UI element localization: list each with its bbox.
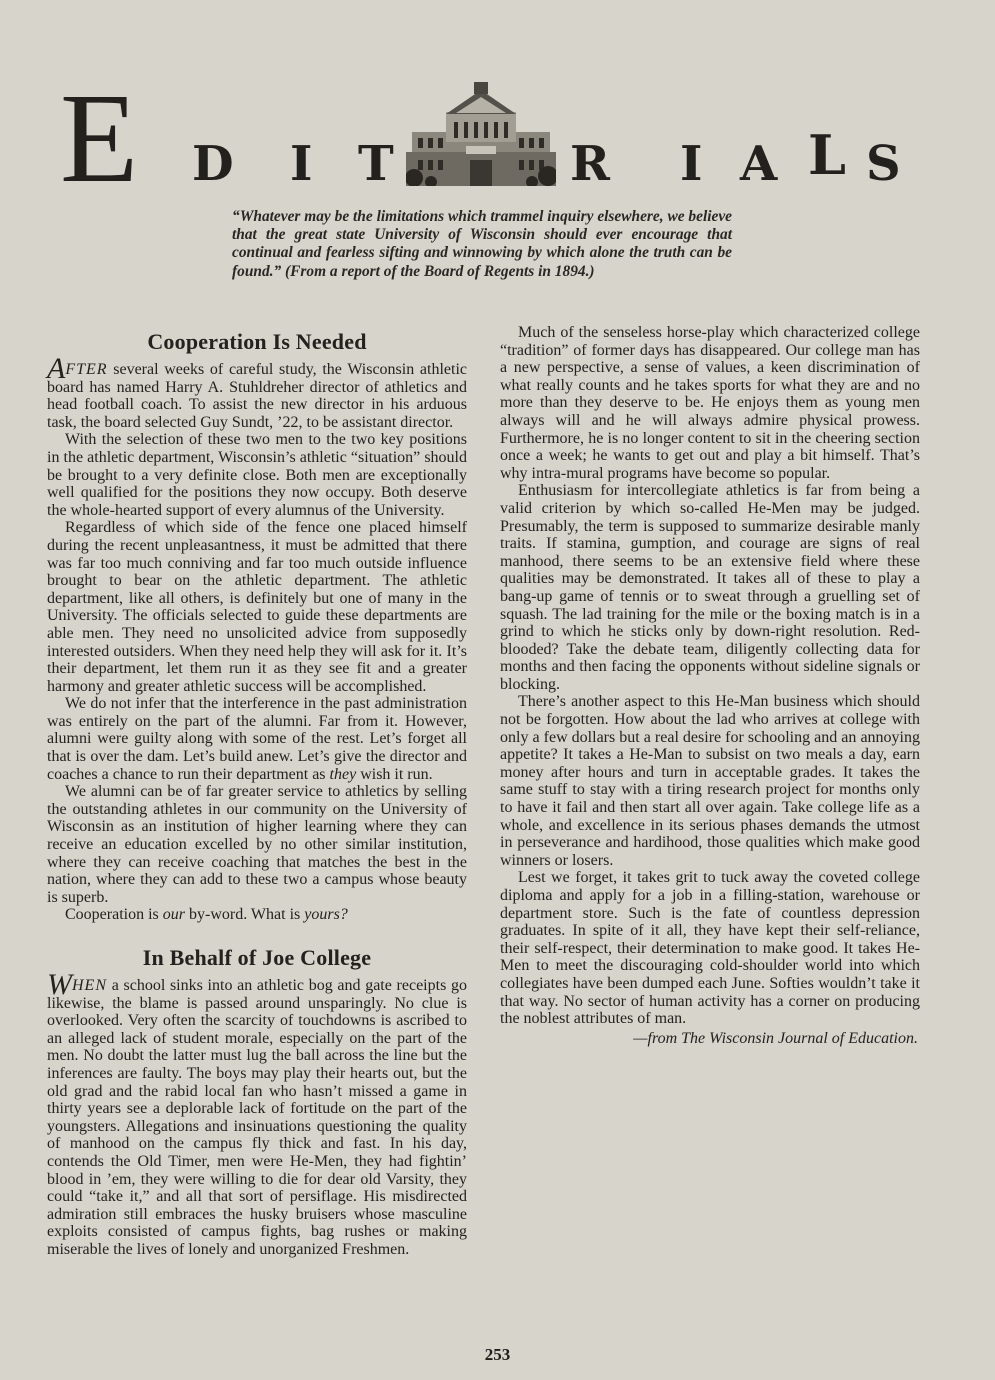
masthead-letter-i-2: I [680,136,703,192]
article2-paragraph-5: Lest we forget, it takes grit to tuck away the coveted college diploma and apply for a job in a filling-station, warehouse or department store. Such is the fate of countless depression graduates. In spite of it all, they have kept their self-reliance, their self-respect, their determination to make good. It takes He-Men to meet the discouraging cold-shoulder world into which collegiates have been dumped each June. Softies wouldn’t take it that way. No sector of human activity has a corner on producing the noblest attributes of man. [500,869,920,1028]
article-title-joe-college: In Behalf of Joe College [142,945,372,970]
source-attribution: —from The Wisconsin Journal of Education. [633,1029,918,1047]
university-hall-engraving [406,82,556,186]
dropcap: W [47,968,72,1001]
dropcap: A [47,352,66,385]
emphasis: our [162,906,185,924]
article1-paragraph-3: Regardless of which side of the fence one placed himself during the recent unpleasantness, it must be admitted that there was far too much conniving and far too much outside influence brought to bear on the athletic department. The athletic department, like all others, is definitely but one of many in the University. The officials selected to guide these departments are able men. They need no unsolicited advice from supposedly interested outsiders. When they need help they will ask for it. It’s their department, let them run it as they see fit and a greater harmony and greater athletic success will be accomplished. [47,519,467,695]
motto-quote: “Whatever may be the limitations which trammel inquiry elsewhere, we believe that the great state University of Wisconsin should ever encourage that continual and fearless sifting and winnowing by which alone the truth can be found.” (From a report of the Board of Regents in 1894.) [232,208,732,280]
article1-paragraph-4 [47,695,467,783]
article2-paragraph-4: There’s another aspect to this He-Man business which should not be forgotten. How about the lad who arrives at college with only a few dollars but a real desire for schooling and an annoying appetite? It takes a He-Man to subsist on two meals a day, earn money after hours and turn in acceptable grades. It takes the same stuff to stay with a tiring research project for months only to have it fail and then start all over again. Take college life as a whole, and excellence in its serious phases demands the utmost in perseverance and hardihood, those qualities which make good winners or losers. [500,693,920,869]
masthead-letter-i: I [290,136,313,192]
article1-paragraph-1 [47,352,467,431]
page-number: 253 [484,1345,511,1364]
paragraph-text: We do not infer that the interference in the past administration was entirely on the part of the alumni. Far from it. However, alumni were guilty along with some of the rest. Let’s forget all that is over the dam. Let’s build anew. Let’s give the director and coaches a chance to run their department as [47,695,467,783]
article2-paragraph-2: Much of the senseless horse-play which characterized college “tradition” of former days has disappeared. Our college man has a new perspective, a sense of values, a keen discrimination of what really counts and he takes sports for what they are and no more than they deserve to be. He enjoys them as young men always will and he will always admire physical prowess. Furthermore, he is no longer content to sit in the cheering section once a week; he wants to get out and play a bit himself. That’s why intra-mural programs have become so popular. [500,324,920,482]
article-title-cooperation: Cooperation Is Needed [147,329,367,354]
paragraph-text: Cooperation is [65,906,163,924]
masthead-letter-e: E [60,67,139,209]
masthead-letter-d: D [192,136,234,192]
emphasis: they [329,765,357,783]
paragraph-text: several weeks of careful study, the Wisconsin athletic board has named Harry A. Stuhldreher director of athletics and head football coach. To assist the new director in his arduous task, the board selected Guy Sundt, ’22, to be assistant director. [47,361,467,431]
masthead-letter-t: T [358,136,394,192]
masthead-letter-s: S [866,136,901,192]
paragraph-text: wish it run. [356,765,433,783]
masthead-letter-l: L [808,123,846,187]
article1-paragraph-5: We alumni can be of far greater service to athletics by selling the outstanding athletes in our community on the University of Wisconsin as an institution of higher learning where they can receive an education excelled by no other similar institution, where they can receive coaching that matches the best in the nation, where they can add to these two a campus whose beauty is superb. [47,783,467,906]
masthead-letter-a: A [740,136,778,192]
article1-paragraph-6 [47,906,467,924]
article2-paragraph-3: Enthusiasm for intercollegiate athletics is far from being a valid criterion by which so-called He-Men may be judged. Presumably, the term is supposed to summarize desirable manly traits. If stamina, gumption, and courage are signs of real manhood, there seems to be an extensive field where these qualities may be demonstrated. It takes all of these to play a bang-up game of tennis or to sweat through a gruelling set of squash. The lad training for the mile or the boxing match is in a grind to which he sticks only by down-right resolution. Red-blooded? Take the debate team, diligently collecting data for months and then facing the opponents without sideline signals or blocking. [500,482,920,693]
right-column [500,324,920,1047]
paragraph-text: a school sinks into an athletic bog and gate receipts go likewise, the blame is passed around unsparingly. No clue is overlooked. Very often the scarcity of touchdowns is ascribed to an alleged lack of student morale, especially on the part of the men. No doubt the latter must lug the ball across the line but the inferences are faulty. The boys may play their hearts out, but the old grad and the rabid local fan who hasn’t missed a game in thirty years see a deplorable lack of fortitude on the part of the youngsters. Allegations and insinuations questioning the quality of manhood on the campus fly thick and fast. In his day, contends the Old Timer, men were He-Men, they had fightin’ blood in ’em, they were willing to die for dear old Varsity, they could “take it,” and all that sort of persiflage. His misdirected admiration still embraces the husky bruisers whose masculine exploits consisted of campus fights, bag rushes or making miserable the lives of lonely and unorganized Freshmen. [47,977,467,1258]
lead-word: HEN [72,977,107,994]
emphasis: yours? [304,906,348,924]
paragraph-text: by-word. What is [185,906,305,924]
article1-paragraph-2: With the selection of these two men to the two key positions in the athletic department, Wisconsin’s athletic “situation” should be brought to a very definite close. Both men are exceptionally well qualified for the positions they now occupy. Both deserve the whole-hearted support of every alumnus of the University. [47,431,467,519]
left-column [47,322,467,1259]
masthead-letter-r: R [570,136,610,192]
lead-word: FTER [65,361,108,378]
article2-paragraph-1 [47,968,467,1259]
editorials-masthead [60,67,910,209]
